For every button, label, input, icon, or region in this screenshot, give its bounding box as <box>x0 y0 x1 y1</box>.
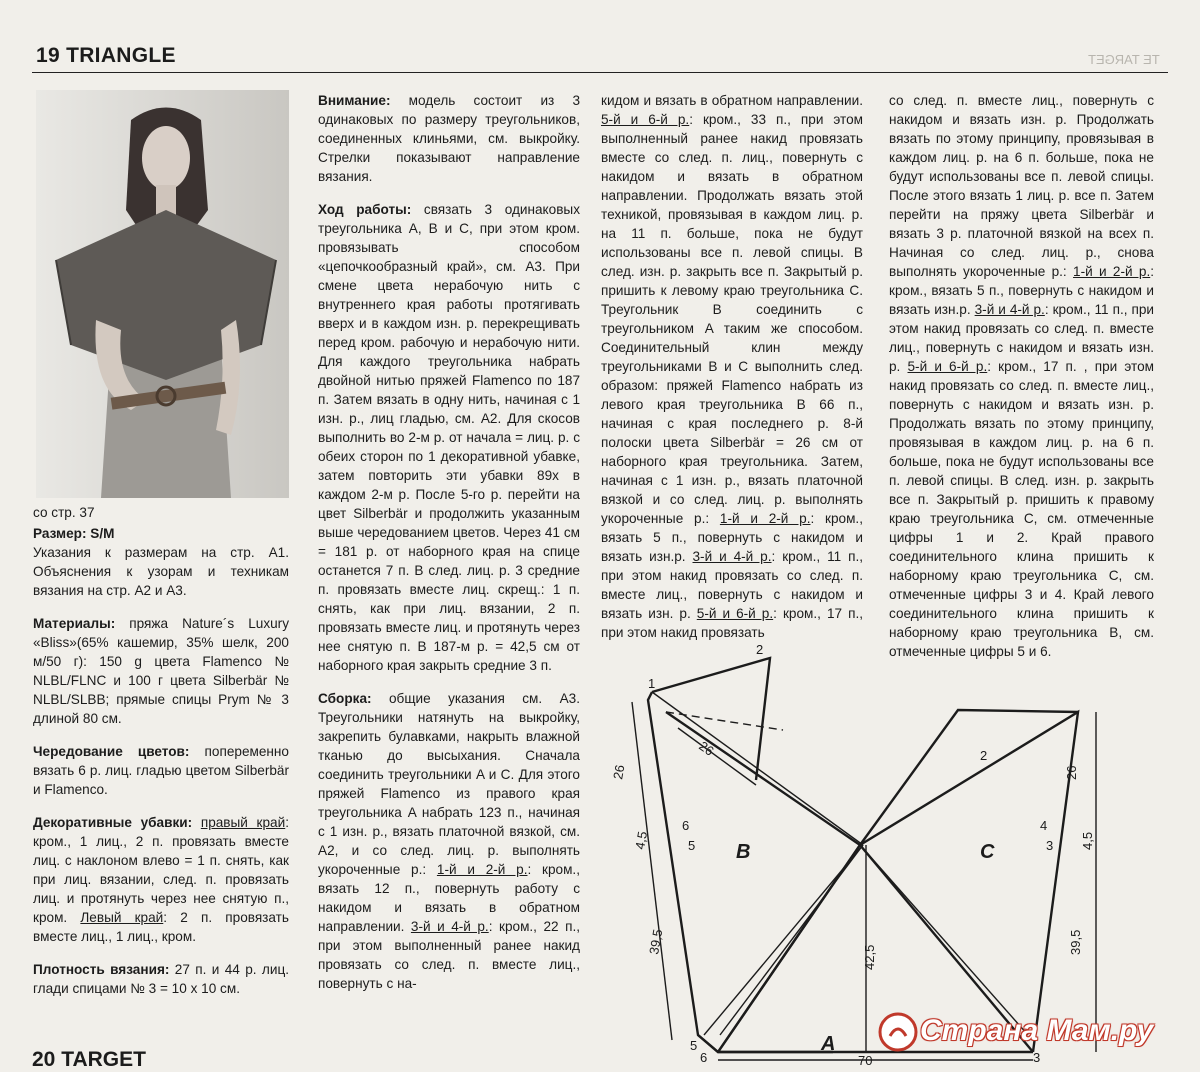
density-label: Плотность вязания: <box>33 962 170 977</box>
mark-4: 4 <box>1040 818 1048 833</box>
column-4 <box>889 91 1154 669</box>
materials-text: пряжа Nature´s Luxury «Bliss»(65% кашемир, 35% шелк, 200 м/50 г): 150 g цвета Flamenco № NLBL/FLNC и 100 г цвета Silberbär № NLBL/SLBB; прямые спицы Prym № 3 длиной 80 см. <box>33 616 290 726</box>
label-a: A <box>821 1033 836 1055</box>
col4-rows-3-4: 3-й и 4-й р. <box>974 302 1045 317</box>
assembly-text: общие указания см. A3. Треугольники натянуть на выкройку, закрепить булавками, накрыть влажной тканью до высыхания. Сначала соединить треугольники A и C. Для этого пряжей Flamenco из правого края треугольника A набрать 123 п., начиная с 1 изн. р., вязать платочной вязкой, см. A2, и со след. лиц. р. выполнять укороченные р.: <box>318 691 580 877</box>
triangle-b-outline <box>666 712 860 1052</box>
mark-6: 6 <box>682 818 690 833</box>
col4-text-1: со след. п. вместе лиц., повернуть с накидом и вязать изн. р. Продолжать вязать по этому принципу, провязывая в каждом лиц. р. на 6 п. больше, пока не будут использованы все п. левой спицы. После этого вязать 1 лиц. р. все п. Затем перейти на пряжу цвета Silberbär и вязать 3 р. платочной вязкой на всех п. Начиная со след. лиц. р., снова выполнять укороченные р.: <box>889 93 1154 279</box>
pattern-scheme <box>608 640 1108 1065</box>
density-text: 27 п. и 44 р. лиц. глади спицами № 3 = 10 х 10 см. <box>33 962 290 996</box>
colors-text: попеременно вязать 6 р. лиц. гладью цветом Silberbär и Flamenco. <box>33 744 289 797</box>
dim-26-diag: 26 <box>696 738 717 759</box>
work-label: Ход работы: <box>318 202 412 217</box>
col4-rows-1-2: 1-й и 2-й р. <box>1073 264 1151 279</box>
watermark-logo-icon <box>876 1010 920 1054</box>
dim-42-5: 42,5 <box>862 944 877 970</box>
size-label: Размер: S/M <box>33 526 115 541</box>
col4-text-3: : кром., 11 п., при этом накид провязать со след. п. вместе лиц., повернуть с накидом и вязать изн. р. <box>889 302 1154 374</box>
dim-4-5-right: 4,5 <box>1080 831 1095 850</box>
dim-70: 70 <box>858 1053 873 1065</box>
mark-3b: 3 <box>1033 1050 1041 1065</box>
col3-rows-1-2: 1-й и 2-й р. <box>719 511 811 526</box>
page-reference: со стр. 37 <box>33 505 95 520</box>
dim-39-5-left: 39,5 <box>646 927 666 956</box>
model-photo <box>36 90 289 498</box>
diag-dimension <box>678 728 756 785</box>
col3-text-4: : кром., 11 п., при этом накид провязать со след. п. вместе лиц., повернуть с накидом и вязать изн. р. <box>601 549 863 621</box>
dim-26-left: 26 <box>610 763 628 781</box>
materials-label: Материалы: <box>33 616 116 631</box>
left-edge-text: : 2 п. провязать вместе лиц., 1 лиц., кром. <box>33 910 289 944</box>
mark-3: 3 <box>1046 838 1054 853</box>
fold-line-2 <box>720 845 863 1035</box>
mark-1: 1 <box>648 676 656 691</box>
left-edge-label: Левый край <box>80 910 164 925</box>
col3-text-2: : кром., 33 п., при этом выполненный ранее накид провязать вместе со след. п. лиц., повернуть с накидом и вязать в обратном направлении. Продолжать вязать этой техникой, провязывая в каждом лиц. р. на 11 п. больше, пока не будут использованы все п. левой спицы. В след. изн. р. закрыть все п. Закрытый р. пришить к левому краю треугольника C. Треугольник B соединить с треугольником A таким же способом. Соединительный клин между треугольниками B и C выполнить след. образом: пряжей Flamenco набрать из левого края треугольника B 66 п., начиная с края последнего р. 8-й полоски цвета Silberbär = 26 см от наборного края треугольника. Затем, начиная с 1 изн. р., вязать платочной вязкой и со след. лиц. р. выполнять укороченные р.: <box>601 112 863 526</box>
column-1 <box>33 503 289 1006</box>
column-2 <box>318 91 580 1001</box>
attention-text: модель состоит из 3 одинаковых по размеру треугольников, соединенных клиньями, см. выкройку. Стрелки показывают направление вязания. <box>318 93 581 184</box>
rows-1-2-text: : кром., вязать 12 п., повернуть работу с накидом и вязать в обратном направлении. <box>318 862 580 934</box>
col3-text-3: : кром., вязать 5 п., повернуть с накидом и вязать изн.р. <box>601 511 863 564</box>
col3-text-5: : кром., 17 п., при этом накид провязать <box>601 606 863 640</box>
dim-39-5-right: 39,5 <box>1068 929 1083 955</box>
col3-text-1: кидом и вязать в обратном направлении. <box>601 93 863 108</box>
fold-line-3 <box>704 845 863 1035</box>
mark-5: 5 <box>688 838 696 853</box>
watermark-text: Страна Мам.ру <box>920 1014 1154 1047</box>
label-c: C <box>980 841 995 863</box>
col3-rows-5-6: 5-й и 6-й р. <box>601 112 690 127</box>
assembly-label: Сборка: <box>318 691 372 706</box>
footer-title: 20 TARGET <box>32 1048 146 1071</box>
left-dimension <box>632 702 672 1040</box>
col4-rows-5-6: 5-й и 6-й р. <box>907 359 988 374</box>
mark-5b: 5 <box>690 1038 698 1053</box>
fold-line-4 <box>860 845 1028 1035</box>
bleed-through-text: TE TARGET <box>1088 52 1160 67</box>
colors-label: Чередование цветов: <box>33 744 190 759</box>
rows-3-4-text: : кром., 22 п., при этом выполненный ранее накид провязать со след. п. вместе лиц., повернуть с на- <box>318 919 580 991</box>
right-edge-label: правый край <box>200 815 286 830</box>
column-3 <box>601 91 863 650</box>
col3-rows-5-6b: 5-й и 6-й р. <box>696 606 774 621</box>
size-text: Указания к размерам на стр. A1. Объяснения к узорам и техникам вязания на стр. A2 и A3. <box>33 545 289 598</box>
watermark <box>876 1010 1196 1056</box>
attention-label: Внимание: <box>318 93 391 108</box>
header-rule <box>32 72 1168 73</box>
decrease-label: Декоративные убавки: <box>33 815 193 830</box>
work-text: связать 3 одинаковых треугольника A, B и C, при этом кром. провязывать способом «цепочкообразный край», см. A3. При смене цвета нерабочую нить с внутреннего края работы протягивать вверх и в каждом изн. р. перекрещивать перед кром. рабочую и нерабочую нити. Для каждого треугольника набрать двойной нитью пряжей Flamenco по 187 п. Затем вязать в одну нить, начиная с 1 изн. р., лиц гладью, см. A2. Для скосов выполнить во 2-м р. от начала = лиц. р. с обеих сторон по 1 декоративной убавке, затем повторить эти убавки 89х в каждом 2-м р. После 5-го р. перейти на цвет Silberbär и продолжить указанным выше чередованием цветов. Через 41 см = 181 р. от наборного края на спице останется 7 п. В след. лиц. р. 3 средние п. провязать вместе лиц. скрещ.: 1 п. снять, как при лиц. вязании, 2 п. провязать вместе лиц. и протянуть через нее снятую п. В 187-м р. = 42,5 см от наборного края закрыть средние 3 п. <box>318 202 581 673</box>
page-title: 19 TRIANGLE <box>36 44 176 67</box>
rows-1-2: 1-й и 2-й р. <box>436 862 528 877</box>
label-b: B <box>736 841 751 863</box>
mark-2c: 2 <box>980 748 988 763</box>
mark-2: 2 <box>756 642 764 657</box>
col3-rows-3-4: 3-й и 4-й р. <box>692 549 772 564</box>
rows-3-4: 3-й и 4-й р. <box>410 919 489 934</box>
mark-6b: 6 <box>700 1050 708 1065</box>
col4-text-2: : кром., вязать 5 п., повернуть с накидом и вязать изн.р. <box>889 264 1155 317</box>
right-edge-text: : кром., 1 лиц., 2 п. провязать вместе лиц. с наклоном влево = 1 п. снять, как при лиц. вязании, след. п. провязать лиц. и протянуть через нее снятую п., кром. <box>33 815 289 925</box>
col4-text-4: : кром., 17 п. , при этом накид провязать со след. п. вместе лиц., повернуть с накидом и вязать изн. р. Продолжать вязать по этому принципу, провязывая в каждом лиц. р. на 6 п. больше, пока не будут использованы все п. левой спицы. В след. изн. р. закрыть все п. Закрытый р. пришить к правому краю треугольника C, см. отмеченные цифры 1 и 2. Край правого соединительного клина пришить к наборному краю треугольника C, см. отмеченные цифры 3 и 4. Край левого соединительного клина пришить к наборному краю треугольника B, см. отмеченные цифры 5 и 6. <box>889 359 1155 659</box>
dim-4-5-left: 4,5 <box>632 830 651 851</box>
dim-26-right: 26 <box>1064 765 1079 780</box>
left-outer-edge <box>648 692 833 1052</box>
